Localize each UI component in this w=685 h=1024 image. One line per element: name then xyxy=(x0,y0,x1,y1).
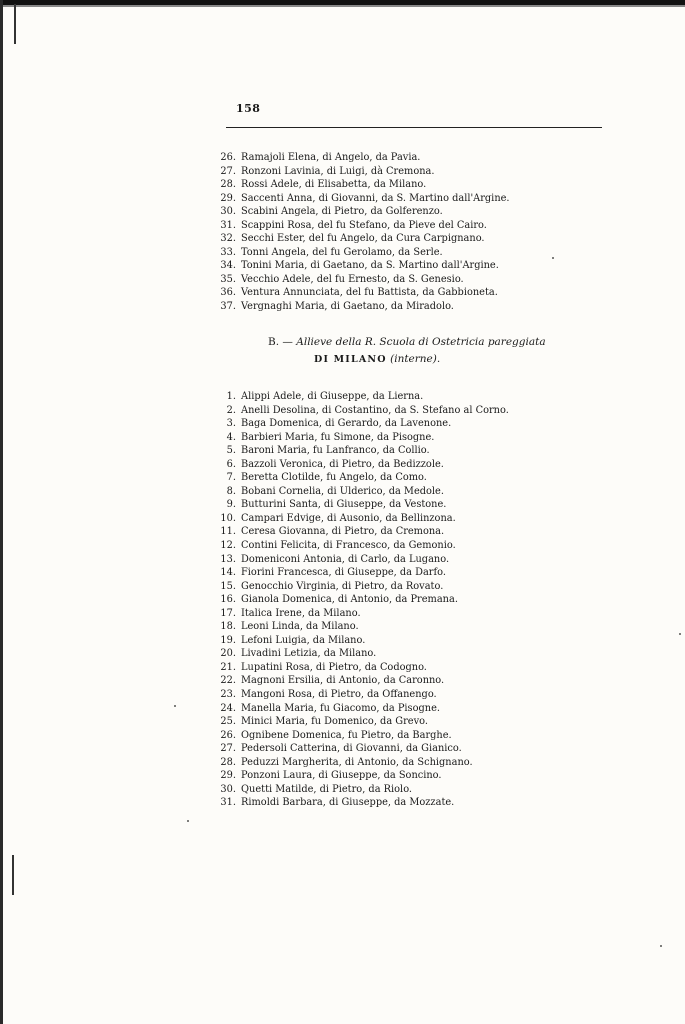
list-item xyxy=(210,796,509,810)
entry-text: Ceresa Giovanna, di Pietro, da Cremona. xyxy=(241,526,445,538)
list-item xyxy=(210,192,510,206)
list-item xyxy=(210,715,509,729)
list-item xyxy=(210,634,509,648)
list-item xyxy=(210,580,509,594)
entry-number: 15. xyxy=(220,580,236,592)
list-item xyxy=(210,769,509,783)
list-item xyxy=(210,219,510,233)
scan-margin-mark xyxy=(14,4,16,44)
list-item xyxy=(210,688,509,702)
list-item xyxy=(210,205,510,219)
entry-number: 30. xyxy=(220,206,236,218)
list-item xyxy=(210,246,510,260)
list-item xyxy=(210,165,510,179)
entry-text: Beretta Clotilde, fu Angelo, da Como. xyxy=(241,472,427,484)
entry-text: Contini Felicita, di Francesco, da Gemonio. xyxy=(241,540,456,552)
entry-text: Gianola Domenica, di Antonio, da Premana. xyxy=(241,594,458,606)
list-item xyxy=(210,553,509,567)
entry-text: Vergnaghi Maria, di Gaetano, da Miradolo. xyxy=(241,301,454,313)
list-item xyxy=(210,498,509,512)
header-rule xyxy=(226,127,602,128)
list-item xyxy=(210,444,509,458)
entry-text: Scabini Angela, di Pietro, da Golferenzo. xyxy=(241,206,443,218)
entry-number: 31. xyxy=(220,797,236,809)
entry-number: 19. xyxy=(220,634,236,646)
list-item xyxy=(210,471,509,485)
entry-number: 11. xyxy=(220,526,236,538)
list-item xyxy=(210,702,509,716)
entry-number: 27. xyxy=(220,743,236,755)
entry-text: Baroni Maria, fu Lanfranco, da Collio. xyxy=(241,445,430,457)
list-item xyxy=(210,566,509,580)
entry-text: Genocchio Virginia, di Pietro, da Rovato. xyxy=(241,580,444,592)
entry-text: Ramajoli Elena, di Angelo, da Pavia. xyxy=(241,152,421,163)
student-list-part-a xyxy=(210,151,510,314)
entry-text: Pedersoli Catterina, di Giovanni, da Gianico. xyxy=(241,743,462,755)
entry-number: 13. xyxy=(220,553,236,565)
list-item xyxy=(210,273,510,287)
list-item xyxy=(210,485,509,499)
entry-number: 3. xyxy=(226,418,236,430)
entry-text: Baga Domenica, di Gerardo, da Lavenone. xyxy=(241,418,452,430)
entry-text: Ognibene Domenica, fu Pietro, da Barghe. xyxy=(241,729,452,741)
section-b-subheading xyxy=(314,353,440,365)
list-item xyxy=(210,674,509,688)
list-item xyxy=(210,417,509,431)
list-item xyxy=(210,458,509,472)
entry-text: Fiorini Francesca, di Giuseppe, da Darfo. xyxy=(241,567,446,579)
entry-text: Magnoni Ersilia, di Antonio, da Caronno. xyxy=(241,675,445,687)
entry-number: 37. xyxy=(220,301,236,313)
entry-text: Barbieri Maria, fu Simone, da Pisogne. xyxy=(241,431,435,443)
entry-number: 29. xyxy=(220,770,236,782)
entry-number: 2. xyxy=(226,404,236,416)
entry-number: 24. xyxy=(220,702,236,714)
entry-number: 28. xyxy=(220,179,236,191)
scan-speck xyxy=(552,257,554,259)
section-b-subtitle-italic: (interne). xyxy=(390,353,441,365)
list-item xyxy=(210,300,510,314)
entry-text: Tonni Angela, del fu Gerolamo, da Serle. xyxy=(241,246,443,258)
list-item xyxy=(210,525,509,539)
entry-number: 35. xyxy=(220,273,236,285)
entry-number: 30. xyxy=(220,783,236,795)
entry-number: 26. xyxy=(220,152,236,163)
entry-text: Anelli Desolina, di Costantino, da S. Stefano al Corno. xyxy=(241,404,509,416)
list-item xyxy=(210,756,509,770)
entry-number: 16. xyxy=(220,594,236,606)
scan-speck xyxy=(174,705,176,707)
entry-text: Livadini Letizia, da Milano. xyxy=(241,648,377,660)
entry-text: Alippi Adele, di Giuseppe, da Lierna. xyxy=(241,391,424,402)
entry-text: Leoni Linda, da Milano. xyxy=(241,621,359,633)
list-item xyxy=(210,647,509,661)
entry-text: Butturini Santa, di Giuseppe, da Vestone. xyxy=(241,499,447,511)
list-item xyxy=(210,620,509,634)
entry-number: 21. xyxy=(220,661,236,673)
entry-number: 9. xyxy=(226,499,236,511)
entry-text: Manella Maria, fu Giacomo, da Pisogne. xyxy=(241,702,440,714)
entry-number: 26. xyxy=(220,729,236,741)
entry-number: 1. xyxy=(226,391,236,402)
entry-number: 10. xyxy=(220,512,236,524)
entry-text: Ponzoni Laura, di Giuseppe, da Soncino. xyxy=(241,770,442,782)
entry-text: Bobani Cornelia, di Ulderico, da Medole. xyxy=(241,485,444,497)
entry-text: Rimoldi Barbara, di Giuseppe, da Mozzate. xyxy=(241,797,455,809)
entry-number: 8. xyxy=(226,485,236,497)
list-item xyxy=(210,259,510,273)
list-item xyxy=(210,151,510,165)
section-b-label: B. — xyxy=(268,336,293,348)
entry-number: 6. xyxy=(226,458,236,470)
list-item xyxy=(210,742,509,756)
scan-top-edge xyxy=(0,0,685,5)
entry-number: 29. xyxy=(220,192,236,204)
entry-number: 33. xyxy=(220,246,236,258)
entry-number: 23. xyxy=(220,689,236,701)
entry-text: Ventura Annunciata, del fu Battista, da Gabbioneta. xyxy=(241,287,498,299)
entry-number: 17. xyxy=(220,607,236,619)
scan-left-edge xyxy=(0,0,3,1024)
entry-number: 18. xyxy=(220,621,236,633)
entry-number: 34. xyxy=(220,260,236,272)
entry-number: 14. xyxy=(220,567,236,579)
entry-number: 7. xyxy=(226,472,236,484)
entry-text: Saccenti Anna, di Giovanni, da S. Martino dall'Argine. xyxy=(241,192,510,204)
entry-number: 27. xyxy=(220,165,236,177)
entry-number: 28. xyxy=(220,756,236,768)
entry-text: Rossi Adele, di Elisabetta, da Milano. xyxy=(241,179,427,191)
entry-text: Domeniconi Antonia, di Carlo, da Lugano. xyxy=(241,553,450,565)
list-item xyxy=(210,390,509,404)
list-item xyxy=(210,431,509,445)
entry-number: 31. xyxy=(220,219,236,231)
scan-speck xyxy=(679,633,681,635)
list-item xyxy=(210,286,510,300)
list-item xyxy=(210,512,509,526)
scan-margin-mark xyxy=(12,855,14,895)
entry-number: 4. xyxy=(226,431,236,443)
entry-text: Peduzzi Margherita, di Antonio, da Schignano. xyxy=(241,756,473,768)
entry-text: Ronzoni Lavinia, di Luigi, dà Cremona. xyxy=(241,165,435,177)
entry-number: 22. xyxy=(220,675,236,687)
student-list-part-b xyxy=(210,390,509,810)
entry-number: 32. xyxy=(220,233,236,245)
entry-text: Tonini Maria, di Gaetano, da S. Martino dall'Argine. xyxy=(241,260,499,272)
entry-text: Minici Maria, fu Domenico, da Grevo. xyxy=(241,716,428,728)
list-item xyxy=(210,404,509,418)
list-item xyxy=(210,232,510,246)
list-item xyxy=(210,729,509,743)
entry-text: Lupatini Rosa, di Pietro, da Codogno. xyxy=(241,661,427,673)
entry-number: 25. xyxy=(220,716,236,728)
entry-text: Vecchio Adele, del fu Ernesto, da S. Genesio. xyxy=(241,273,464,285)
entry-text: Lefoni Luigia, da Milano. xyxy=(241,634,366,646)
section-b-heading xyxy=(268,336,546,348)
list-item xyxy=(210,539,509,553)
entry-text: Italica Irene, da Milano. xyxy=(241,607,361,619)
scan-speck xyxy=(660,945,662,947)
entry-number: 5. xyxy=(226,445,236,457)
entry-text: Scappini Rosa, del fu Stefano, da Pieve del Cairo. xyxy=(241,219,487,231)
list-item xyxy=(210,783,509,797)
scan-speck xyxy=(187,820,189,822)
section-b-title: Allieve della R. Scuola di Ostetricia pareggiata xyxy=(296,336,546,348)
list-item xyxy=(210,593,509,607)
entry-text: Mangoni Rosa, di Pietro, da Offanengo. xyxy=(241,689,437,701)
entry-text: Quetti Matilde, di Pietro, da Riolo. xyxy=(241,783,413,795)
list-item xyxy=(210,178,510,192)
list-item xyxy=(210,661,509,675)
page-number: 158 xyxy=(236,102,261,115)
entry-number: 36. xyxy=(220,287,236,299)
entry-number: 20. xyxy=(220,648,236,660)
list-item xyxy=(210,607,509,621)
entry-text: Campari Edvige, di Ausonio, da Bellinzona. xyxy=(241,512,456,524)
entry-text: Secchi Ester, del fu Angelo, da Cura Carpignano. xyxy=(241,233,485,245)
entry-number: 12. xyxy=(220,540,236,552)
entry-text: Bazzoli Veronica, di Pietro, da Bedizzole. xyxy=(241,458,444,470)
section-b-subtitle-caps: DI MILANO xyxy=(314,354,387,365)
